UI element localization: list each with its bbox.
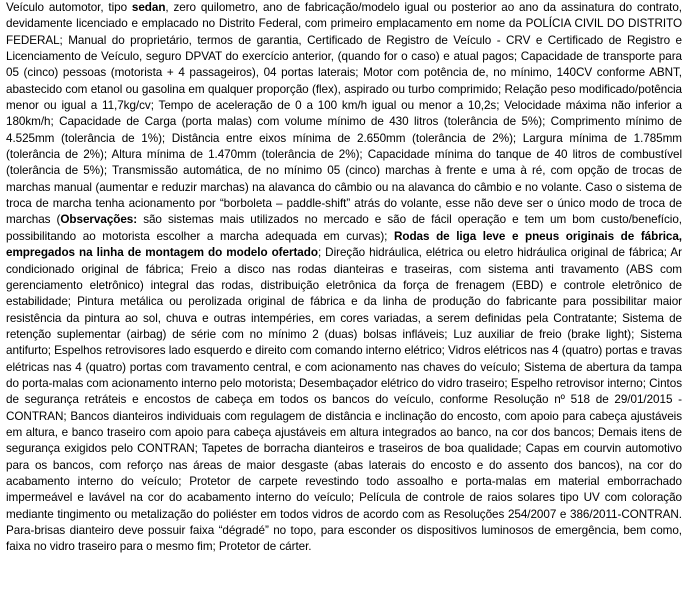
text-segment: Veículo automotor, tipo bbox=[6, 1, 132, 14]
bold-requirement-rodas: Rodas de liga leve e pneus originais de fábrica, empregados na linha de montagem do modelo ofertado bbox=[6, 229, 682, 260]
specification-paragraph bbox=[6, 0, 682, 556]
text-segment: são sistemas mais utilizados no mercado e são de fácil operação e tem um bom custo/benefício, possibilitando ao motorista escolher a marcha adequada em curvas); bbox=[6, 213, 682, 243]
bold-label-observacoes: Observações: bbox=[60, 213, 138, 227]
bold-term-sedan: sedan bbox=[131, 1, 166, 14]
text-segment: ; Direção hidráulica, elétrica ou eletro hidráulica original de fábrica; Ar condicionado original de fábrica; Freio a disco nas rodas dianteiras e traseiras, com sistema anti travamento (ABS com gerenciamento eletrônico) integral das rodas, distribuição eletrônica da força de frenagem (EBD) e controle eletrônico de estabilidade; Pintura metálica ou perolizada original de fábrica e da linha de produção do fabricante para possibilitar maior resistência da pintura ao sol, chuva e outras intempéries, em cores variadas, a serem definidas pela Contratante; Sistema de retenção suplementar (airbag) de série com no mínimo 2 (duas) bolsas infláveis; Luz auxiliar de freio (brake light); Sistema antifurto; Espelhos retrovisores lado esquerdo e direito com comando interno elétrico; Vidros elétricos nas 4 (quatro) portas e travas elétricas nas 4 (quatro) portas com travamento central, e com acionamento nas chaves do veículo; Sistema de abertura da tampa do porta-malas com acionamento interno pelo motorista; Desembaçador elétrico do vidro traseiro; Espelho retrovisor interno; Cintos de segurança retráteis e encostos de cabeça em todos os bancos do veículo, conforme Resolução nº 518 de 29/01/2015 - CONTRAN; Bancos dianteiros individuais com regulagem de distância e inclinação do encosto, com apoio para cabeça ajustáveis em altura, e banco traseiro com apoio para cabeça ajustáveis em altura integrados ao banco, na cor dos bancos; Demais itens de segurança exigidos pelo CONTRAN; Tapetes de borracha dianteiros e traseiros de boa qualidade; Capas em courvin automotivo para os bancos, com reforço nas áreas de maior desgaste (abas laterais do encosto e do assento dos bancos), na cor do acabamento interno do veículo; Protetor de carpete revestindo todo assoalho e porta-malas em material emborrachado impermeável e lavável na cor do acabamento interno do veículo; Película de controle de raios solares tipo UV com coloração mediante tingimento ou metalização do poliéster em todos vidros de acordo com as Resoluções 254/2007 e 386/2011-CONTRAN. Para-brisas dianteiro deve possuir faixa “dégradé” no topo, para esconder os dispositivos luminosos de emergência, bem como, faixa no vidro traseiro para o mesmo fim; Protetor de cárter. bbox=[6, 246, 682, 554]
text-segment: , zero quilometro, ano de fabricação/modelo igual ou posterior ao ano da assinatura do contrato, devidamente licenciado e emplacado no Distrito Federal, com primeiro emplacamento em nome da POLÍCIA CIVIL DO DISTRITO FEDERAL; Manual do proprietário, termos de garantia, Certificado de Registro de Veículo - CRV e Certificado de Registro e Licenciamento de Veículo, seguro DPVAT do exercício anterior, (quando for o caso) e atual pagos; Capacidade de transporte para 05 (cinco) pessoas (motorista + 4 passageiros), 04 portas laterais; Motor com potência de, no mínimo, 140CV conforme ABNT, abastecido com etanol ou gasolina em qualquer proporção (flex), aspirado ou turbo comprimido; Relação peso modificado/potência menor ou igual a 11,7kg/cv; Tempo de aceleração de 0 a 100 km/h igual ou menor a 10,2s; Velocidade máxima não inferior a 180km/h; Capacidade de Carga (porta malas) com volume mínimo de 430 litros (tolerância de 5%); Comprimento mínimo de 4.525mm (tolerância de 1%); Distância entre eixos mínima de 2.650mm (tolerância de 2%); Largura mínima de 1.785mm (tolerância de 2%); Altura mínima de 1.470mm (tolerância de 2%); Capacidade mínima do tanque de 40 litros de combustível (tolerância de 5%); Transmissão automática, de no mínimo 05 (cinco) marchas à frente e uma à ré, com opção de trocas de marchas manual (aumentar e reduzir marchas) na alavanca do câmbio ou na alavanca do câmbio e no volante. Caso o sistema de troca de marcha tenha acionamento por “borboleta – paddle-shift” atrás do volante, esse não deve ser o único modo de troca de marchas ( bbox=[6, 1, 682, 227]
